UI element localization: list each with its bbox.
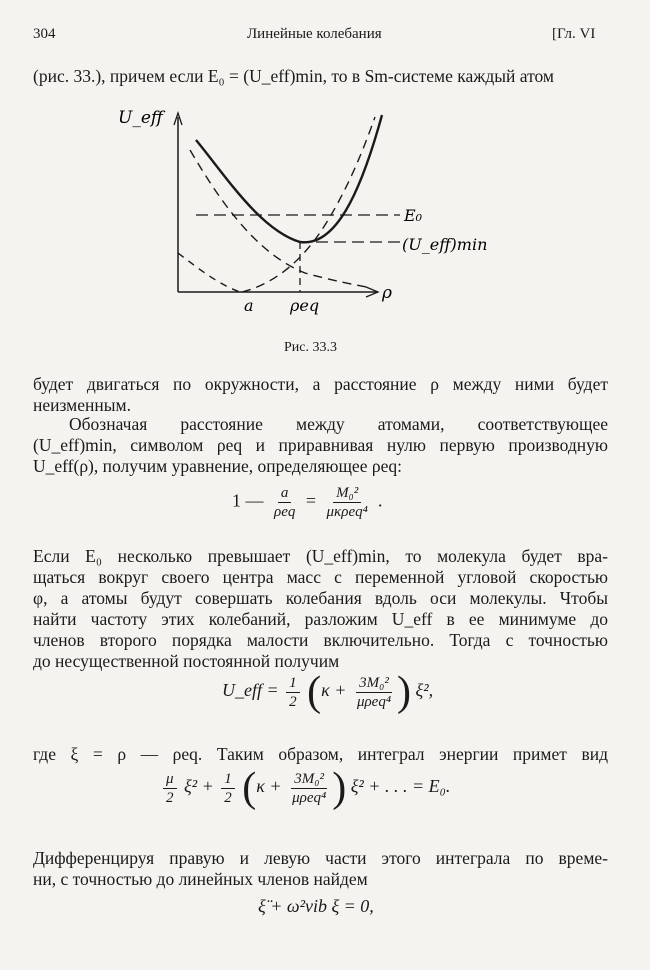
running-title: Линейные колебания <box>247 26 382 42</box>
figure-caption: Рис. 33.3 <box>284 340 337 355</box>
y-axis-label: U_eff <box>118 108 163 128</box>
paragraph-3: Если E₀ несколько превышает (U_eff)min, то молекула будет вра- щаться вокруг своего центра масс с переменной угловой скоростью φ, а атомы будут совершать колебания вдоль оси молекулы. Чтобы найти частоту этих колебаний, разложим U_eff в ее минимуме до членов второго порядка малости включительно. Тогда с точностью до несущественной постоянной получим <box>33 546 608 671</box>
a-label: a <box>244 296 254 315</box>
umin-label: (U_eff)min <box>402 235 488 254</box>
e0-label: E₀ <box>404 206 423 225</box>
figure-33-3 <box>110 105 490 320</box>
paragraph-2: Обозначая расстояние между атомами, соответствующее (U_eff)min, символом ρeq и приравнивая нулю первую производную U_eff(ρ), получим уравнение, определяющее ρeq: <box>33 414 608 476</box>
ueff-curve <box>196 115 382 242</box>
rho-label: ρ <box>382 283 392 303</box>
chapter-label: [Гл. VI <box>552 26 596 42</box>
peq-label: ρeq <box>290 296 320 315</box>
equation-2: U_eff = $\frac{1}{2}$ (κ + $\frac{\text{3M₀²}}{\text{μρeq⁴}}$ ) ξ², <box>222 669 434 715</box>
equation-1: 1 — $\frac{a}{\text{ρeq}}$ = $\frac{\text{M₀²}}{\text{μκρeq⁴}}$ . <box>232 485 383 520</box>
parabola-curve <box>242 117 375 292</box>
paragraph-top: (рис. 33.), причем если E₀ = (U_eff)min, то в Sm-системе каждый атом <box>33 66 554 86</box>
equation-4: ξ̈ + ω²vib ξ = 0, <box>258 896 374 916</box>
equation-3: $\frac{\mu}{2}$ ξ² + $\frac{1}{2}$ (κ + $\frac{\text{3M₀²}}{\text{μρeq⁴}}$ ) ξ² + . . . = E₀. <box>160 768 450 808</box>
paragraph-5: Дифференцируя правую и левую части этого интеграла по време- ни, с точностью до линейных членов найдем <box>33 848 608 889</box>
page-number: 304 <box>33 26 56 42</box>
paragraph-1: будет двигаться по окружности, а расстояние ρ между ними будет неизменным. <box>33 374 608 415</box>
repulsive-curve <box>190 150 372 288</box>
paragraph-4: где ξ = ρ — ρeq. Таким образом, интеграл энергии примет вид <box>33 744 608 764</box>
short-curve <box>178 253 240 292</box>
